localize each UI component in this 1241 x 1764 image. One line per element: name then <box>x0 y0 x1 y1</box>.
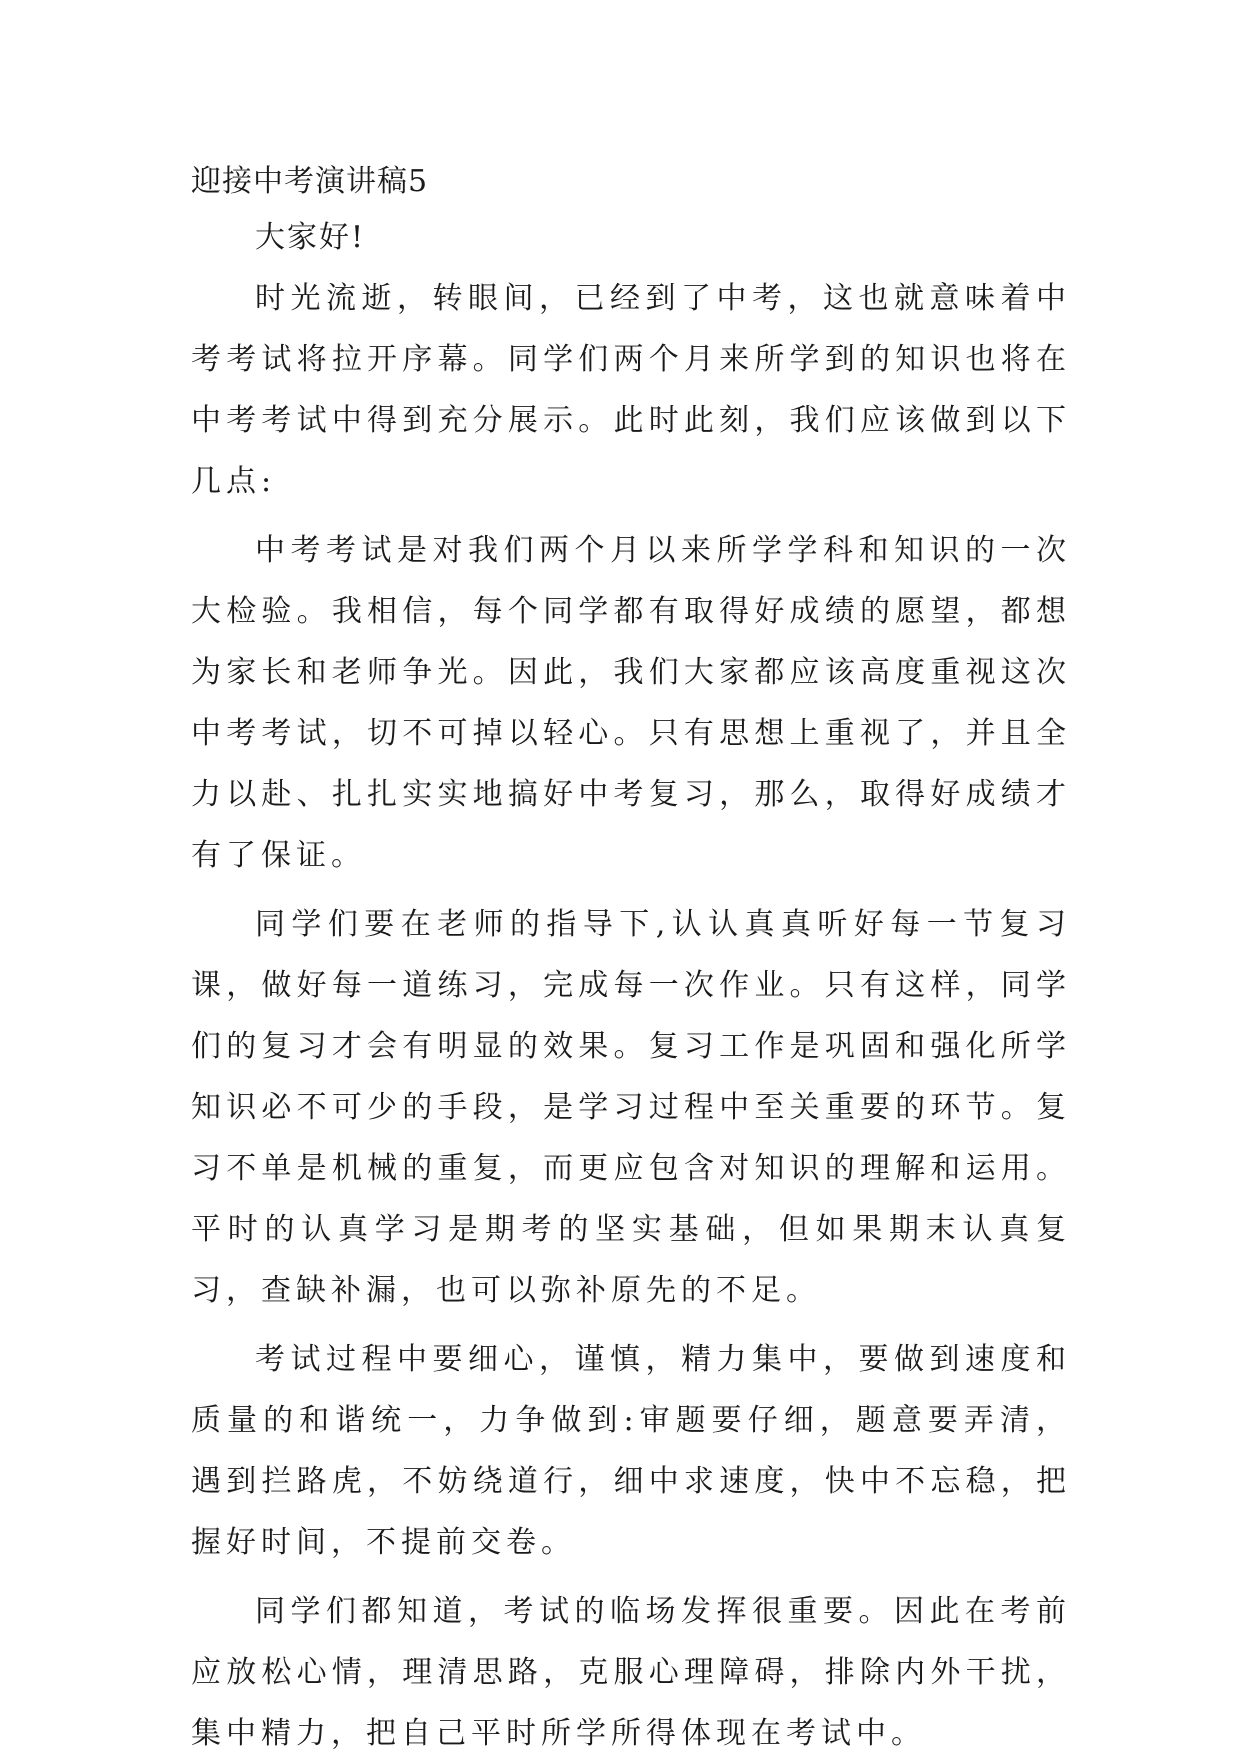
document-title: 迎接中考演讲稿5 <box>191 164 429 199</box>
greeting: 大家好! <box>255 220 366 255</box>
paragraph-5: 同学们都知道，考试的临场发挥很重要。因此在考前应放松心情，理清思路，克服心理障碍，排除内外干扰，集中精力，把自己平时所学所得体现在考试中。 <box>191 1594 1071 1751</box>
document-body <box>191 160 1071 1764</box>
paragraph-3: 同学们要在老师的指导下,认认真真听好每一节复习课，做好每一道练习，完成每一次作业。只有这样，同学们的复习才会有明显的效果。复习工作是巩固和强化所学知识必不可少的手段，是学习过程中至关重要的环节。复习不单是机械的重复，而更应包含对知识的理解和运用。平时的认真学习是期考的坚实基础，但如果期末认真复习，查缺补漏，也可以弥补原先的不足。 <box>191 907 1071 1308</box>
paragraph-1: 时光流逝，转眼间，已经到了中考，这也就意味着中考考试将拉开序幕。同学们两个月来所学到的知识也将在中考考试中得到充分展示。此时此刻，我们应该做到以下几点: <box>191 281 1071 499</box>
paragraph-4: 考试过程中要细心，谨慎，精力集中，要做到速度和质量的和谐统一，力争做到:审题要仔细，题意要弄清，遇到拦路虎，不妨绕道行，细中求速度，快中不忘稳，把握好时间，不提前交卷。 <box>191 1342 1071 1560</box>
paragraph-2: 中考考试是对我们两个月以来所学学科和知识的一次大检验。我相信，每个同学都有取得好成绩的愿望，都想为家长和老师争光。因此，我们大家都应该高度重视这次中考考试，切不可掉以轻心。只有思想上重视了，并且全力以赴、扎扎实实地搞好中考复习，那么，取得好成绩才有了保证。 <box>191 533 1071 873</box>
